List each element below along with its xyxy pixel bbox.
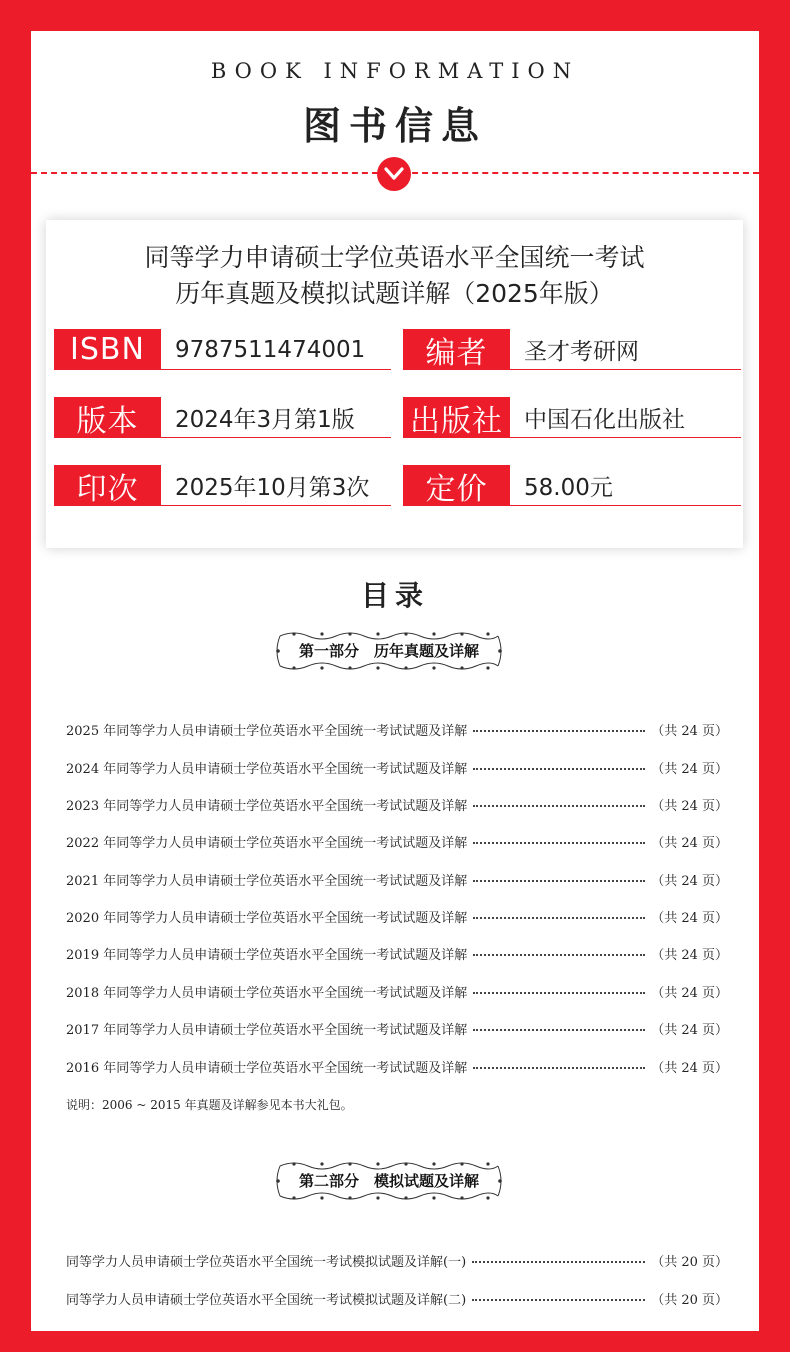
toc-row-title: 2023 年同等学力人员申请硕士学位英语水平全国统一考试试题及详解 bbox=[66, 798, 468, 814]
toc-title: 目录 bbox=[360, 579, 429, 612]
leader-dots bbox=[473, 1029, 645, 1031]
section-title: 图书信息 bbox=[302, 104, 487, 148]
editor-value: 圣才考研网 bbox=[524, 339, 639, 365]
toc-row-pages: （共 24 页） bbox=[651, 835, 728, 851]
english-section-title: BOOK INFORMATION bbox=[210, 59, 580, 83]
toc-row-title: 2020 年同等学力人员申请硕士学位英语水平全国统一考试试题及详解 bbox=[66, 910, 468, 926]
isbn-label: ISBN bbox=[54, 329, 161, 370]
page-sheet bbox=[31, 31, 759, 1331]
part2-title: 第二部分 模拟试题及详解 bbox=[298, 1172, 479, 1190]
leader-dots bbox=[473, 954, 645, 956]
publisher-field bbox=[403, 397, 741, 438]
toc-row-pages: （共 24 页） bbox=[651, 798, 728, 814]
part1-title: 第一部分 历年真题及详解 bbox=[298, 642, 479, 660]
price-label: 定价 bbox=[403, 465, 510, 506]
publisher-label: 出版社 bbox=[403, 397, 510, 438]
isbn-value: 9787511474001 bbox=[175, 336, 366, 363]
leader-dots bbox=[472, 1261, 645, 1263]
price-value: 58.00元 bbox=[524, 475, 613, 501]
book-info-card bbox=[46, 220, 743, 548]
toc-row-title: 2016 年同等学力人员申请硕士学位英语水平全国统一考试试题及详解 bbox=[66, 1060, 468, 1076]
part2-heading bbox=[274, 1158, 504, 1204]
toc-row-pages: （共 24 页） bbox=[651, 985, 728, 1001]
toc-row-pages: （共 20 页） bbox=[651, 1292, 728, 1308]
toc-row bbox=[66, 794, 728, 814]
book-title-line-2: 历年真题及模拟试题详解（2025年版） bbox=[175, 279, 614, 308]
toc-row bbox=[66, 943, 728, 963]
leader-dots bbox=[473, 880, 645, 882]
toc-row bbox=[66, 869, 728, 889]
toc-row-title: 同等学力人员申请硕士学位英语水平全国统一考试模拟试题及详解(一) bbox=[66, 1254, 467, 1270]
toc-row-title: 2018 年同等学力人员申请硕士学位英语水平全国统一考试试题及详解 bbox=[66, 985, 468, 1001]
toc-row bbox=[66, 1250, 728, 1270]
toc-row-pages: （共 24 页） bbox=[651, 723, 728, 739]
leader-dots bbox=[473, 768, 645, 770]
toc-row-title: 2021 年同等学力人员申请硕士学位英语水平全国统一考试试题及详解 bbox=[66, 873, 468, 889]
toc-row bbox=[66, 831, 728, 851]
edition-value: 2024年3月第1版 bbox=[175, 407, 355, 433]
printing-label: 印次 bbox=[54, 465, 161, 506]
leader-dots bbox=[473, 992, 645, 994]
edition-label: 版本 bbox=[54, 397, 161, 438]
chevron-down-icon bbox=[377, 157, 411, 191]
leader-dots bbox=[473, 917, 645, 919]
part1-heading bbox=[274, 628, 504, 674]
toc-row bbox=[66, 1018, 728, 1038]
editor-label: 编者 bbox=[403, 329, 510, 370]
toc-row bbox=[66, 757, 728, 777]
printing-value: 2025年10月第3次 bbox=[175, 475, 370, 501]
publisher-value: 中国石化出版社 bbox=[524, 407, 685, 433]
book-title-line-1: 同等学力申请硕士学位英语水平全国统一考试 bbox=[144, 243, 645, 272]
leader-dots bbox=[473, 730, 645, 732]
toc-row-pages: （共 24 页） bbox=[651, 910, 728, 926]
toc-row-title: 2024 年同等学力人员申请硕士学位英语水平全国统一考试试题及详解 bbox=[66, 761, 468, 777]
toc-row bbox=[66, 719, 728, 739]
toc-row-pages: （共 20 页） bbox=[651, 1254, 728, 1270]
leader-dots bbox=[473, 1067, 645, 1069]
toc-row bbox=[66, 981, 728, 1001]
price-field bbox=[403, 465, 741, 506]
toc-row-title: 2017 年同等学力人员申请硕士学位英语水平全国统一考试试题及详解 bbox=[66, 1022, 468, 1038]
toc-row-title: 2025 年同等学力人员申请硕士学位英语水平全国统一考试试题及详解 bbox=[66, 723, 468, 739]
toc-row-title: 同等学力人员申请硕士学位英语水平全国统一考试模拟试题及详解(二) bbox=[66, 1292, 467, 1308]
editor-field bbox=[403, 329, 741, 370]
toc-row-title: 2019 年同等学力人员申请硕士学位英语水平全国统一考试试题及详解 bbox=[66, 947, 468, 963]
edition-field bbox=[54, 397, 391, 438]
toc-row bbox=[66, 1288, 728, 1308]
toc-row-pages: （共 24 页） bbox=[651, 947, 728, 963]
toc-row-pages: （共 24 页） bbox=[651, 1022, 728, 1038]
leader-dots bbox=[473, 842, 645, 844]
toc-row-title: 2022 年同等学力人员申请硕士学位英语水平全国统一考试试题及详解 bbox=[66, 835, 468, 851]
toc-row bbox=[66, 906, 728, 926]
printing-field bbox=[54, 465, 391, 506]
leader-dots bbox=[472, 1299, 645, 1301]
toc-row-pages: （共 24 页） bbox=[651, 761, 728, 777]
toc-row-pages: （共 24 页） bbox=[651, 1060, 728, 1076]
toc-note: 说明：2006 ~ 2015 年真题及详解参见本书大礼包。 bbox=[66, 1098, 353, 1112]
isbn-field bbox=[54, 329, 391, 370]
toc-row-pages: （共 24 页） bbox=[651, 873, 728, 889]
toc-row bbox=[66, 1056, 728, 1076]
leader-dots bbox=[473, 805, 645, 807]
